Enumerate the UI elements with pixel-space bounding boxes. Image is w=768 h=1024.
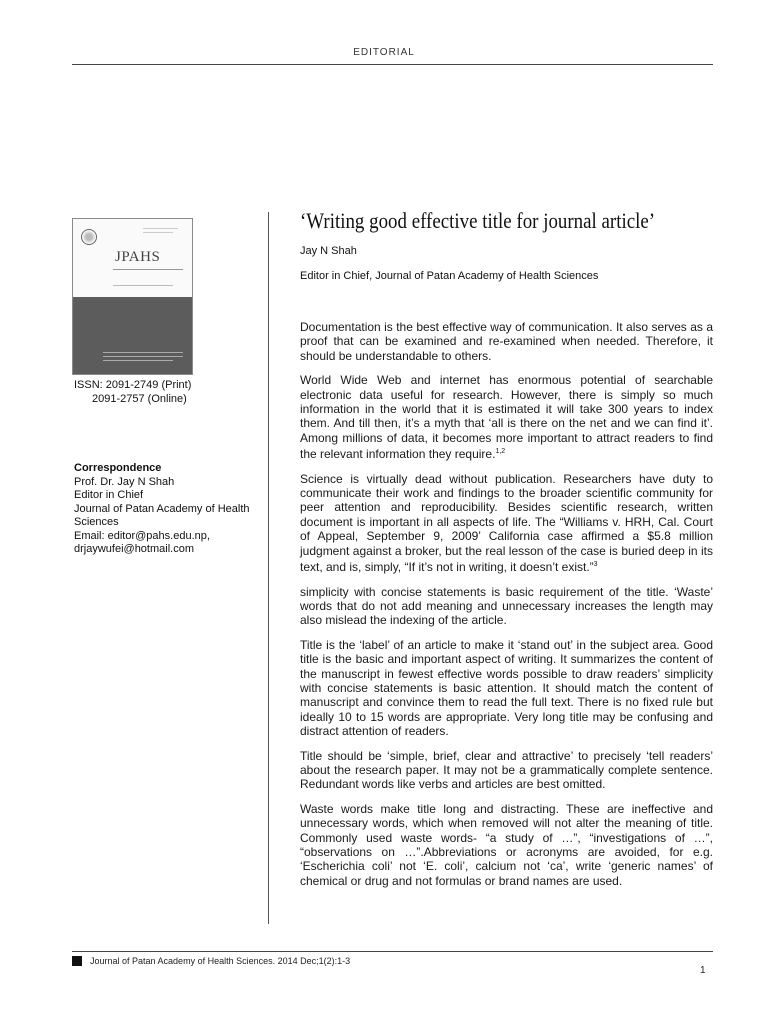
article-title: ‘Writing good effective title for journal article’ xyxy=(300,208,656,233)
journal-cover-image xyxy=(72,218,193,375)
citation-superscript: 1,2 xyxy=(495,448,506,456)
body-paragraph: Documentation is the best effective way of communication. It also serves as a proof that can be examined and re-examined when needed. Therefore, it should be understandable to others. xyxy=(300,320,713,363)
correspondence-line: drjaywufei@hotmail.com xyxy=(74,543,194,555)
column-divider xyxy=(268,212,269,924)
article-author: Jay N Shah xyxy=(300,245,357,257)
cover-bottom-panel xyxy=(73,297,192,374)
body-paragraph: simplicity with concise statements is basic requirement of the title. ‘Waste’ words that do not add meaning and unnecessary increases the length may also mislead the indexing of the article. xyxy=(300,584,713,628)
correspondence-line: Editor in Chief xyxy=(74,489,144,501)
body-paragraph: World Wide Web and internet has enormous potential of searchable electronic data useful for research. However, there is simply so much information in the world that it is estimated it will take 300 years to index them. And till then, it’s a myth that ‘all is there on the net and we can find it’. Among millions of data, it becomes more important to attract readers to find the relevant information they require.$^{1,2}$ xyxy=(300,373,713,462)
issn-print: ISSN: 2091-2749 (Print) xyxy=(74,379,192,391)
correspondence-block xyxy=(74,462,250,557)
correspondence-heading: Correspondence xyxy=(74,462,162,474)
journal-seal-icon xyxy=(81,229,97,245)
section-label: EDITORIAL xyxy=(353,47,415,58)
issn-online: 2091-2757 (Online) xyxy=(92,392,187,405)
body-paragraph: Science is virtually dead without publication. Researchers have duty to communicate their work and findings to the broader scientific community for peer attention and reproducibility. Besides scientific research, written document is important in all aspects of life. The “Williams v. HRH, Cal. Court of Appeal, September 9, 2009’ California case affirmed a $5.8 million judgment against a broker, but the real lesson of the case is buried deep in its text, and is, simply, “If it’s not in writing, it doesn’t exist.”$^3$ xyxy=(300,471,713,575)
correspondence-line: Prof. Dr. Jay N Shah xyxy=(74,475,175,488)
footer-citation: Journal of Patan Academy of Health Sciences. 2014 Dec;1(2):1-3 xyxy=(90,956,351,966)
page-number: 1 xyxy=(700,965,706,976)
article-body xyxy=(300,320,713,898)
citation-superscript: 3 xyxy=(593,561,598,569)
cover-masthead: JPAHS xyxy=(115,249,161,265)
issn-block xyxy=(74,379,191,406)
footer-square-icon xyxy=(72,956,82,966)
body-paragraph: Waste words make title long and distracting. These are ineffective and unnecessary words, which when removed will not alter the meaning of title. Commonly used waste words- “a study of …”, “investigations of …”, “observations on …”.Abbreviations or acronyms are avoided, for e.g. ‘Escherichia coli’ not ‘E. coli’, calcium not ‘ca’, write ‘generic names’ of chemical or drug and not formulas or brand names are used. xyxy=(300,801,713,888)
body-paragraph: Title is the ‘label’ of an article to make it ‘stand out’ in the subject area. Good title is the basic and important aspect of writing. It summarizes the content of the manuscript in fewest effective words possible to draw readers’ simplicity with concise statements is basic attention. It should match the content of manuscript and convince them to read the full text. There is no fixed rule but ideally 10 to 15 words are appropriate. Very long title may be confusing and distract attention of readers. xyxy=(300,637,713,739)
article-affiliation: Editor in Chief, Journal of Patan Academy of Health Sciences xyxy=(300,270,599,282)
body-paragraph: Title should be ‘simple, brief, clear and attractive’ to precisely ‘tell readers’ about the research paper. It may not be a grammatically complete sentence. Redundant words like verbs and articles are best omitted. xyxy=(300,748,713,792)
cover-top-panel xyxy=(73,219,192,297)
correspondence-line: Sciences xyxy=(74,516,119,528)
bottom-divider xyxy=(72,951,713,952)
correspondence-line: Journal of Patan Academy of Health xyxy=(74,502,250,515)
top-divider xyxy=(72,64,713,65)
correspondence-line: Email: editor@pahs.edu.np, xyxy=(74,529,210,542)
